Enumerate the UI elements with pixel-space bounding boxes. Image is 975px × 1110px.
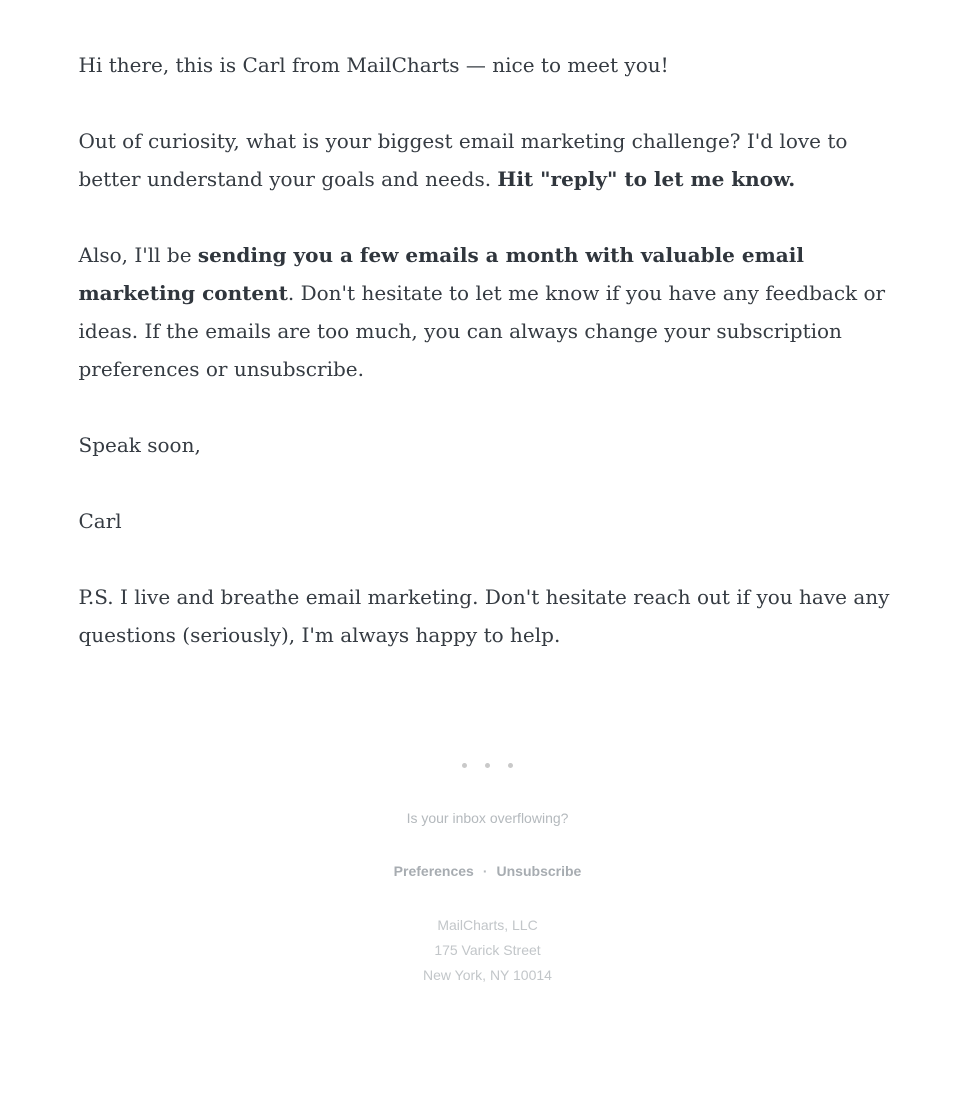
footer-tagline: Is your inbox overflowing? xyxy=(406,810,569,826)
frequency-rest-text: . Don't hesitate to let me know if you have any feedback or ideas. If the emails are too much, you can always change your subscription preferences or unsubscribe. xyxy=(78,281,886,381)
unsubscribe-link[interactable]: Unsubscribe xyxy=(496,863,582,879)
signature-text: Carl xyxy=(78,509,122,533)
frequency-bold-text: sending you a few emails a month with valuable email marketing content xyxy=(78,243,804,305)
footer-links xyxy=(79,863,897,879)
postscript-text: P.S. I live and breathe email marketing. Don't hesitate reach out if you have any questions (seriously), I'm always happy to help. xyxy=(78,585,890,647)
divider-dot-icon xyxy=(485,763,490,768)
email-footer xyxy=(79,762,897,988)
frequency-lead-text: Also, I'll be xyxy=(78,243,198,267)
frequency-paragraph xyxy=(79,236,897,388)
greeting-text: Hi there, this is Carl from MailCharts — nice to meet you! xyxy=(78,53,669,77)
reply-cta-bold-text: Hit "reply" to let me know. xyxy=(497,167,796,191)
divider-dot-icon xyxy=(508,763,513,768)
signature-paragraph xyxy=(79,502,897,540)
city-state-zip: New York, NY 10014 xyxy=(423,967,552,983)
challenge-question-text: Out of curiosity, what is your biggest email marketing challenge? I'd love to better understand your goals and needs. xyxy=(78,129,848,191)
email-body xyxy=(79,0,897,988)
greeting-paragraph xyxy=(79,46,897,84)
footer-link-separator: · xyxy=(482,863,488,879)
postscript-paragraph xyxy=(79,578,897,654)
signoff-text: Speak soon, xyxy=(78,433,201,457)
company-name: MailCharts, LLC xyxy=(437,917,538,933)
preferences-link[interactable]: Preferences xyxy=(393,863,474,879)
signoff-paragraph xyxy=(79,426,897,464)
challenge-question-paragraph xyxy=(79,122,897,198)
footer-address xyxy=(79,913,897,988)
street-address: 175 Varick Street xyxy=(434,942,541,958)
divider-dot-icon xyxy=(462,763,467,768)
divider-dots xyxy=(79,762,897,768)
